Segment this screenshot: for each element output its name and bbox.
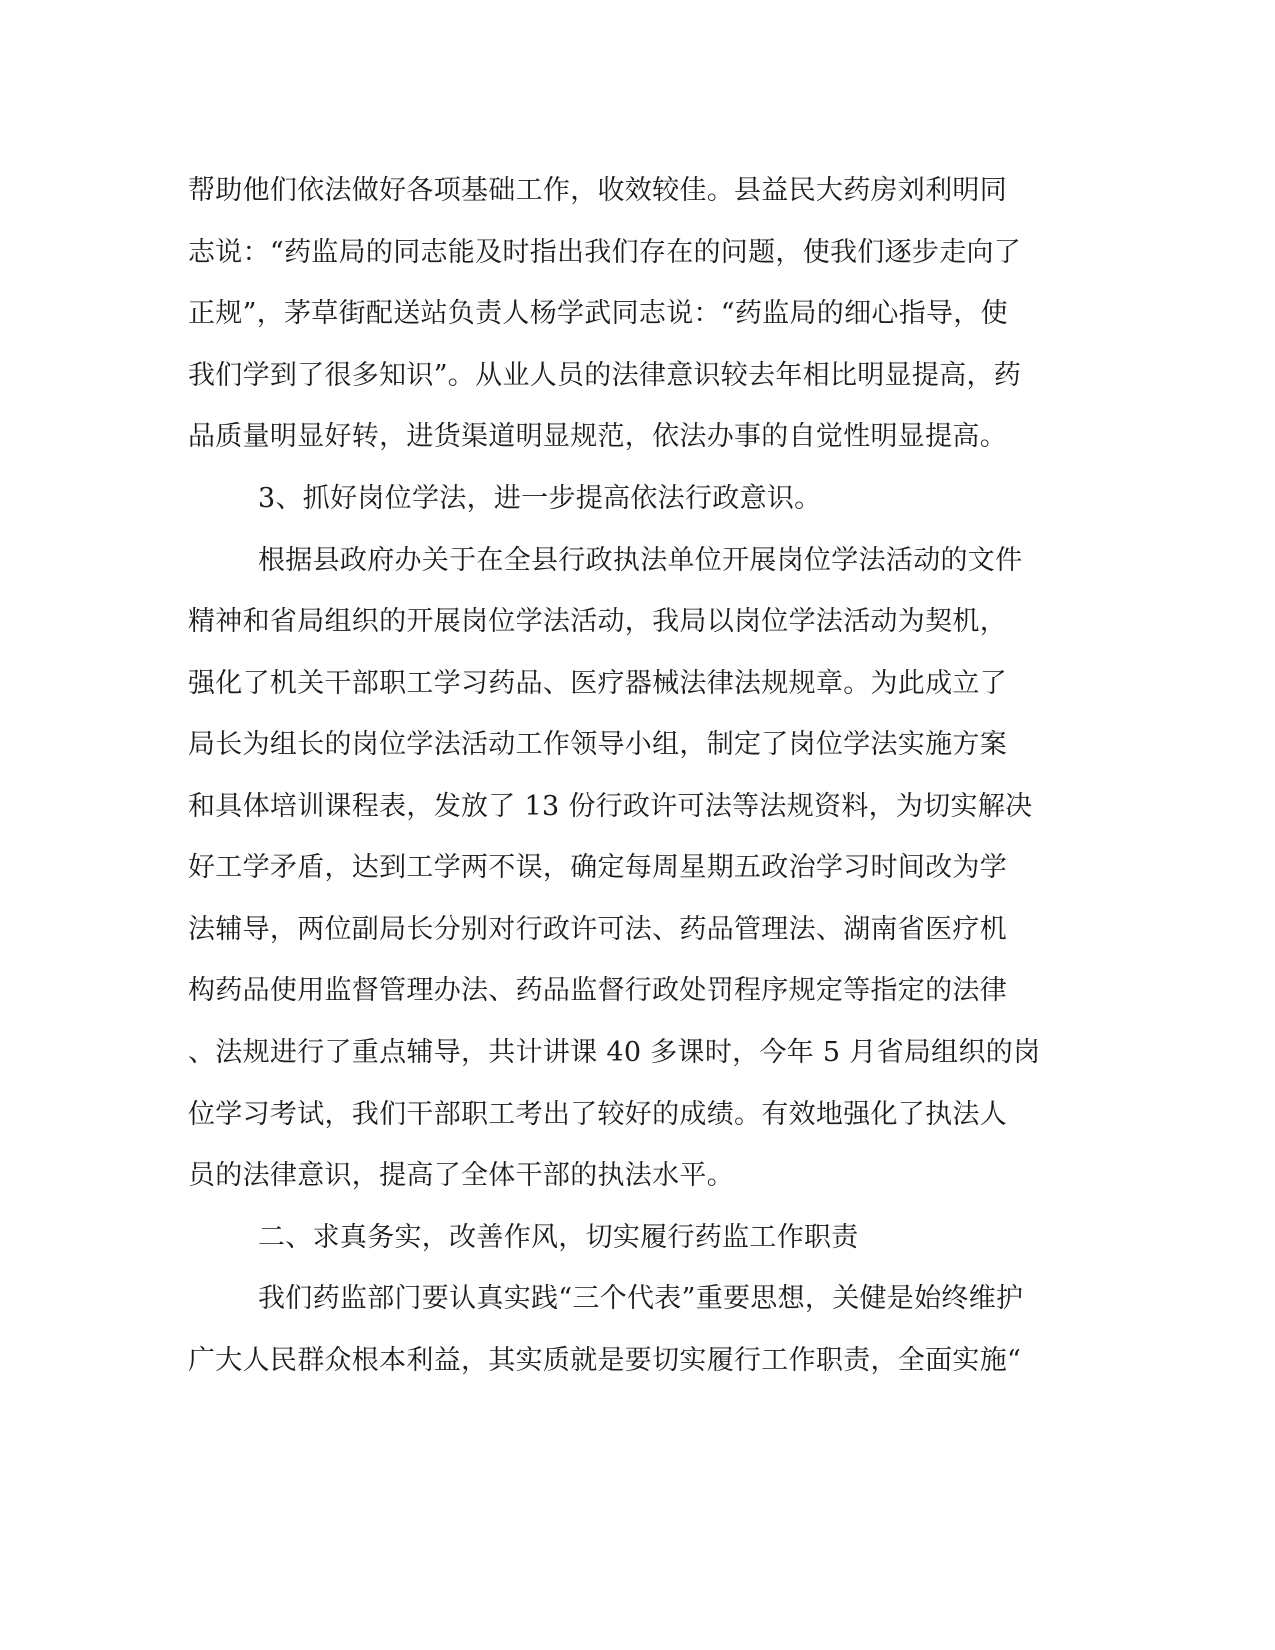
paragraph-line: 局长为组长的岗位学法活动工作领导小组，制定了岗位学法实施方案: [188, 729, 1007, 760]
paragraph-line: 、法规进行了重点辅导，共计讲课 40 多课时，今年 5 月省局组织的岗: [188, 1037, 1041, 1068]
paragraph-line: 构药品使用监督管理办法、药品监督行政处罚程序规定等指定的法律: [188, 975, 1007, 1006]
paragraph-line: 志说：“药监局的同志能及时指出我们存在的问题，使我们逐步走向了: [188, 237, 1022, 268]
paragraph-line: 位学习考试，我们干部职工考出了较好的成绩。有效地强化了执法人: [188, 1099, 1007, 1130]
paragraph-line: 好工学矛盾，达到工学两不误，确定每周星期五政治学习时间改为学: [188, 852, 1007, 883]
paragraph-line: 我们药监部门要认真实践“三个代表”重要思想，关健是始终维护: [258, 1283, 1024, 1314]
paragraph-line: 我们学到了很多知识”。从业人员的法律意识较去年相比明显提高，药: [188, 360, 1022, 391]
paragraph-line: 正规”，茅草街配送站负责人杨学武同志说：“药监局的细心指导，使: [188, 298, 1008, 329]
paragraph-line: 根据县政府办关于在全县行政执法单位开展岗位学法活动的文件: [258, 545, 1023, 576]
paragraph-line: 广大人民群众根本利益，其实质就是要切实履行工作职责，全面实施“: [188, 1345, 1022, 1376]
section-heading: 二、求真务实，改善作风，切实履行药监工作职责: [258, 1222, 859, 1253]
paragraph-line: 法辅导，两位副局长分别对行政许可法、药品管理法、湖南省医疗机: [188, 914, 1007, 945]
paragraph-line: 员的法律意识，提高了全体干部的执法水平。: [188, 1160, 734, 1191]
section-heading: 3、抓好岗位学法，进一步提高依法行政意识。: [258, 483, 822, 514]
paragraph-line: 和具体培训课程表，发放了 13 份行政许可法等法规资料，为切实解决: [188, 791, 1033, 822]
paragraph-line: 帮助他们依法做好各项基础工作，收效较佳。县益民大药房刘利明同: [188, 175, 1007, 206]
paragraph-line: 品质量明显好转，进货渠道明显规范，依法办事的自觉性明显提高。: [188, 421, 1007, 452]
paragraph-line: 精神和省局组织的开展岗位学法活动，我局以岗位学法活动为契机，: [188, 606, 1007, 637]
paragraph-line: 强化了机关干部职工学习药品、医疗器械法律法规规章。为此成立了: [188, 668, 1007, 699]
